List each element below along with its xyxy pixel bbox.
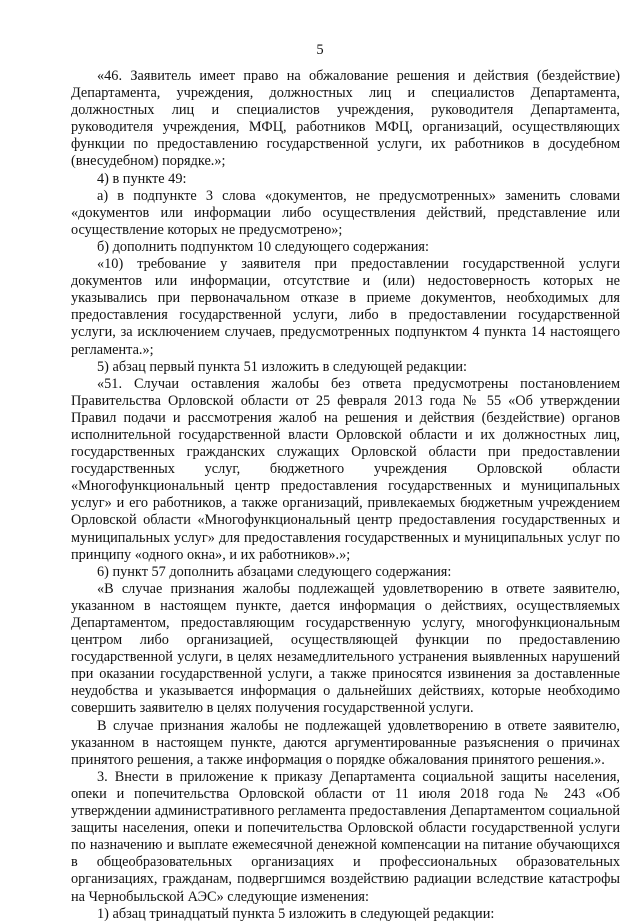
paragraph-point-51-heading: 5) абзац первый пункта 51 изложить в следующей редакции: bbox=[97, 358, 468, 375]
paragraph-subpoint-3-replace: а) в подпункте 3 слова «документов, не предусмотренных» заменить словами «документов или информации либо осуществления действий, представление или осуществление которых не предусмотрено»; bbox=[71, 187, 620, 238]
paragraph-subpoint-10-text: «10) требование у заявителя при предоставлении государственной услуги документов или информации, отсутствие и (или) недостоверность которых не указывались при первоначальном отказе в приеме документов, необходимых для предоставления государственной услуги, либо в предоставлении государственной услуги, за исключением случаев, предусмотренных подпунктом 4 пункта 14 настоящего регламента.»; bbox=[71, 256, 620, 358]
document-body bbox=[71, 68, 620, 923]
paragraph-complaint-satisfied: «В случае признания жалобы подлежащей удовлетворению в ответе заявителю, указанном в настоящем пункте, дается информация о действиях, осуществляемых Департаментом, предоставляющим государственную услугу, многофункциональным центром либо организацией, осуществляющей функции по предоставлению государственной услуги, в целях незамедлительного устранения выявленных нарушений при оказании государственной услуги, а также приносятся извинения за доставленные неудобства и указывается информация о дальнейших действиях, которые необходимо совершить заявителю в целях получения государственной услуги. bbox=[71, 580, 620, 717]
paragraph-point-49-heading: 4) в пункте 49: bbox=[97, 170, 187, 187]
page-number: 5 bbox=[316, 42, 324, 58]
paragraph-point-51-text: «51. Случаи оставления жалобы без ответа предусмотрены постановлением Правительства Орловской области от 25 февраля 2013 года № 55 «Об утверждении Правил подачи и рассмотрения жалоб на решения и действия (бездействие) органов исполнительной государственной власти Орловской области и их должностных лиц, государственных гражданских служащих Орловской области при предоставлении государственных услуг, бюджетного учреждения Орловской области «Многофункциональный центр предоставления государственных и муниципальных услуг» и его работников, а также организаций, привлекаемых бюджетным учреждением Орловской области «Многофункциональный центр предоставления государственных и муниципальных услуг» для предоставления государственных и муниципальных услуг по принципу «одного окна», и их работников».»; bbox=[71, 375, 620, 563]
paragraph-point-57-heading: 6) пункт 57 дополнить абзацами следующего содержания: bbox=[97, 563, 452, 580]
paragraph-point-5-heading: 1) абзац тринадцатый пункта 5 изложить в следующей редакции: bbox=[97, 905, 495, 922]
paragraph-46-appeal-right: «46. Заявитель имеет право на обжалование решения и действия (бездействие) Департамента, учреждения, должностных лиц и специалистов Департамента, должностных лиц и специалистов учреждения, руководителя Департамента, руководителя учреждения, МФЦ, работников МФЦ, организаций, осуществляющих функции по предоставлению государственной услуги, их работников в досудебном (внесудебном) порядке.»; bbox=[71, 68, 620, 170]
paragraph-amend-order-243: 3. Внести в приложение к приказу Департамента социальной защиты населения, опеки и попечительства Орловской области от 11 июля 2018 года № 243 «Об утверждении административного регламента предоставления Департаментом социальной защиты населения, опеки и попечительства Орловской области государственной услуги по назначению и выплате ежемесячной денежной компенсации на питание обучающихся в общеобразовательных организациях и профессиональных образовательных организациях, гражданам, подвергшимся воздействию радиации вследствие катастрофы на Чернобыльской АЭС» следующие изменения: bbox=[71, 768, 620, 905]
paragraph-complaint-rejected: В случае признания жалобы не подлежащей удовлетворению в ответе заявителю, указанном в настоящем пункте, даются аргументированные разъяснения о причинах принятого решения, а также информация о порядке обжалования принятого решения.». bbox=[71, 717, 620, 768]
paragraph-add-subpoint-10: б) дополнить подпунктом 10 следующего содержания: bbox=[97, 238, 429, 255]
